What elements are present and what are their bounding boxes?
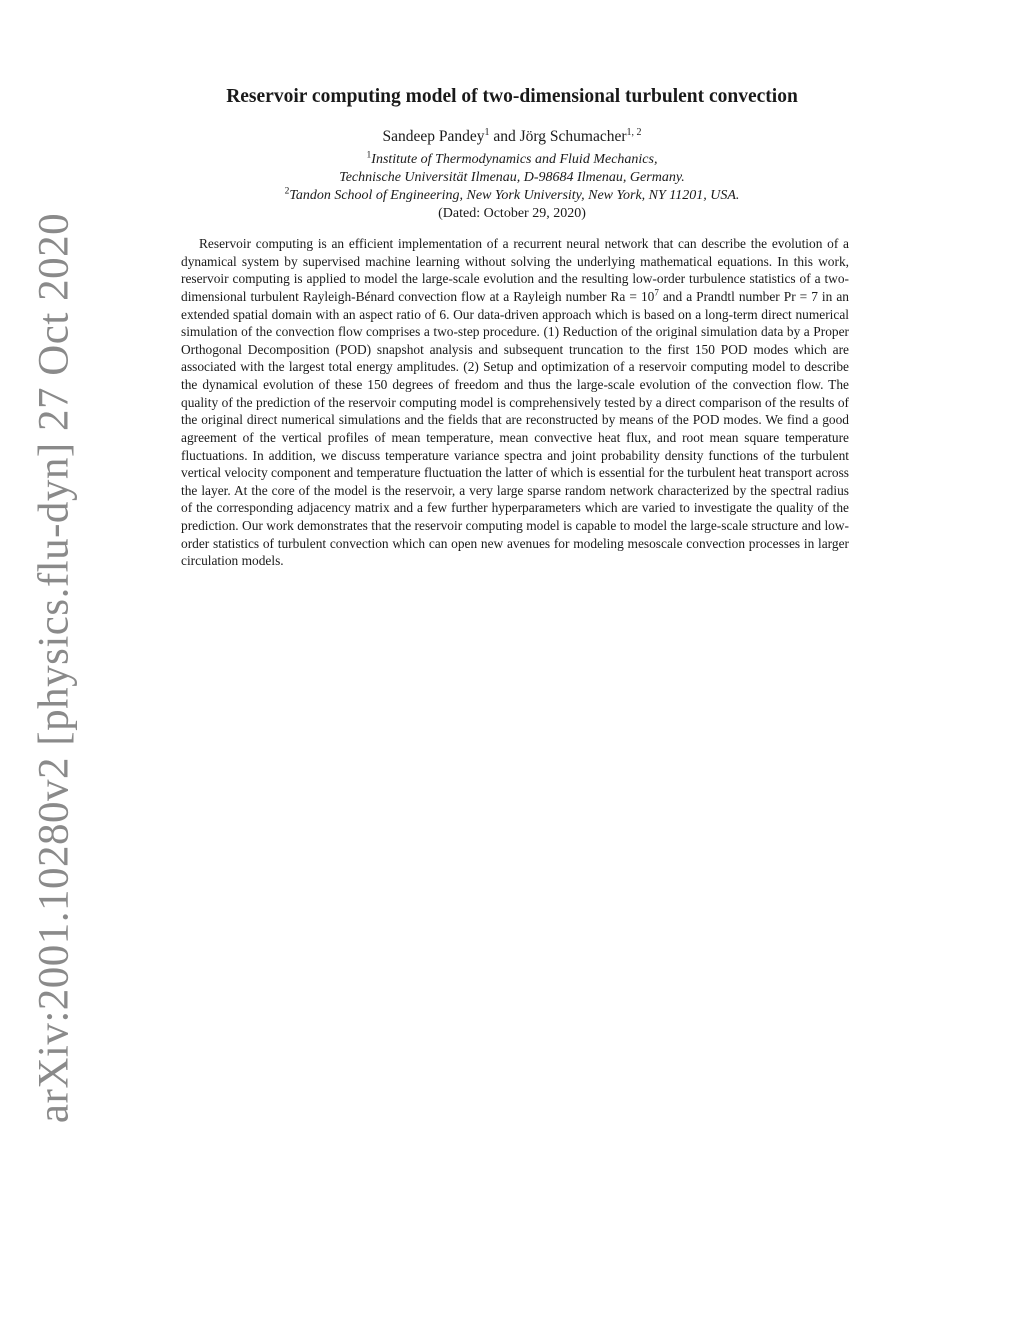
author-name: Sandeep Pandey: [382, 128, 485, 145]
author-name: Jörg Schumacher: [519, 128, 627, 145]
affiliation-text: Institute of Thermodynamics and Fluid Mechanics,: [371, 152, 658, 167]
author-affiliation-mark: 1, 2: [626, 126, 642, 138]
affiliation-1-line-1: [0, 152, 1024, 168]
rayleigh-exponent: 7: [654, 287, 659, 298]
affiliation-2: [0, 188, 1024, 204]
author-conjunction: and: [489, 128, 520, 145]
author-affiliation-mark: 1: [484, 126, 490, 138]
affiliation-mark: 2: [284, 186, 290, 197]
abstract-text-part-2: and a Prandtl number Pr = 7 in an extended spatial domain with an aspect ratio of 6. Our data-driven approach which is based on a long-term direct numerical simulation of the convection flow comprises a two-step procedure. (1) Reduction of the original simulation data by a Proper Orthogonal Decomposition (POD) snapshot analysis and subsequent truncation to the first 150 POD modes which are associated with the largest total energy amplitudes. (2) Setup and optimization of a reservoir computing model to describe the dynamical evolution of these 150 degrees of freedom and thus the large-scale evolution of the convection flow. The quality of the prediction of the reservoir computing model is comprehensively tested by a direct comparison of the results of the original direct numerical simulations and the fields that are reconstructed by means of the POD modes. We find a good agreement of the vertical profiles of mean temperature, mean convective heat flux, and root mean square temperature fluctuations. In addition, we discuss temperature variance spectra and joint probability density functions of the turbulent vertical velocity component and temperature fluctuation the latter of which is essential for the turbulent heat transport across the layer. At the core of the model is the reservoir, a very large sparse random network characterized by the spectral radius of the corresponding adjacency matrix and a few further hyperparameters which are varied to investigate the quality of the prediction. Our work demonstrates that the reservoir computing model is capable to model the large-scale structure and low-order statistics of turbulent convection which can open new avenues for modeling mesoscale convection processes in larger circulation models.: [181, 288, 849, 569]
paper-title: Reservoir computing model of two-dimensional turbulent convection: [226, 86, 798, 107]
abstract: [181, 235, 849, 570]
author-line: [0, 128, 1024, 146]
dated-line: (Dated: October 29, 2020): [438, 206, 586, 221]
abstract-text-part-1: Reservoir computing is an efficient implementation of a recurrent neural network that can describe the evolution of a dynamical system by supervised machine learning without solving the underlying mathematical equations. In this work, reservoir computing is applied to model the large-scale evolution and the resulting low-order turbulence statistics of a two-dimensional turbulent Rayleigh-Bénard convection flow at a Rayleigh number Ra = 10: [181, 236, 849, 304]
affiliation-mark: 1: [366, 150, 372, 161]
affiliation-1-line-2: Technische Universität Ilmenau, D-98684 Ilmenau, Germany.: [339, 170, 685, 185]
arxiv-identifier-stamp: arXiv:2001.10280v2 [physics.flu-dyn] 27 Oct 2020: [30, 212, 78, 1124]
affiliation-text: Tandon School of Engineering, New York University, New York, NY 11201, USA.: [289, 188, 740, 203]
